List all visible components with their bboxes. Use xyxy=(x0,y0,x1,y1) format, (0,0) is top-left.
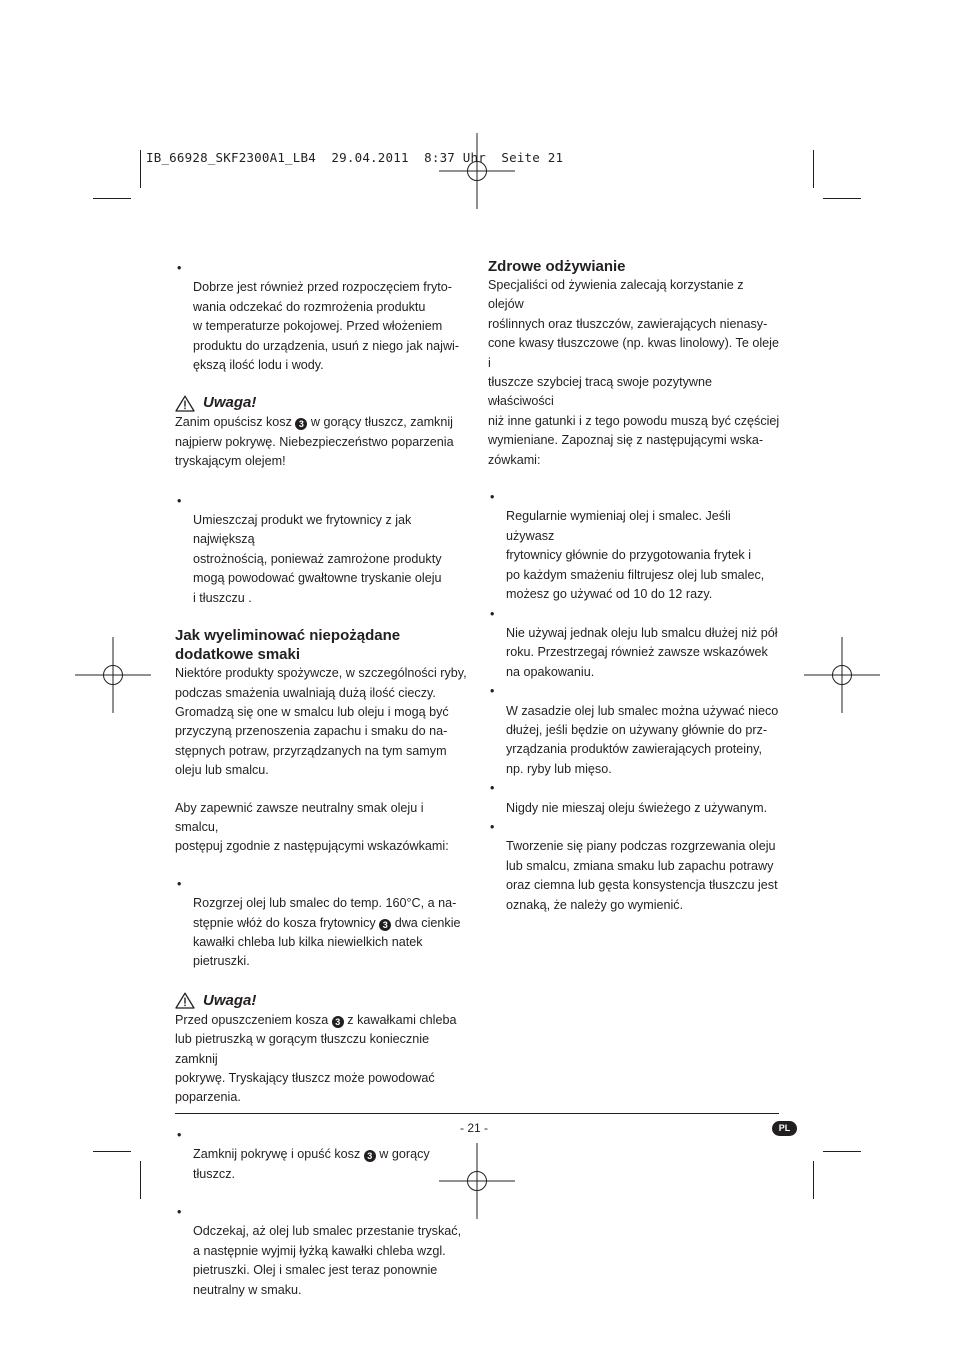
right-column xyxy=(488,257,780,915)
list-item xyxy=(175,492,467,608)
list-item-text: Regularnie wymieniaj olej i smalec. Jeśli używasz frytownicy głównie do przygotowania frytek i po każdym smażeniu filtrujesz olej lub smalec, możesz go używać od 10 do 12 razy. xyxy=(506,509,765,602)
crop-mark xyxy=(813,1161,814,1199)
part-number-badge: 3 xyxy=(332,1016,344,1028)
registration-mark-icon xyxy=(75,637,151,713)
registration-mark-icon xyxy=(439,133,515,209)
warning-text: Przed opuszczeniem kosza 3 z kawałkami chleba lub pietruszką w gorącym tłuszczu koniecznie zamknij pokrywę. Tryskający tłuszcz może powodować poparzenia. xyxy=(175,1012,457,1105)
section-title: Zdrowe odżywianie xyxy=(488,258,626,275)
list-item-text: Tworzenie się piany podczas rozgrzewania oleju lub smalcu, zmiana smaku lub zapachu potrawy oraz ciemna lub gęsta konsystencja tłuszczu jest oznaką, że należy go wymienić. xyxy=(506,839,778,912)
print-slug: IB_66928_SKF2300A1_LB4 29.04.2011 8:37 Uhr Seite 21 xyxy=(146,150,564,165)
list-item xyxy=(175,1203,467,1300)
list-item xyxy=(488,488,780,604)
section-title: Jak wyeliminować niepożądane dodatkowe smaki xyxy=(175,627,401,664)
list-item xyxy=(488,682,780,779)
list-item-text: Dobrze jest również przed rozpoczęciem fryto- wania odczekać do rozmrożenia produktu w temperaturze pokojowej. Przed włożeniem produktu do urządzenia, usuń z niego jak najwi- ększą ilość lodu i wody. xyxy=(193,280,460,373)
paragraph: Niektóre produkty spożywcze, w szczególności ryby, podczas smażenia uwalniają dużą ilość cieczy. Gromadzą się one w smalcu lub oleju i mogą być przyczyną przenoszenia zapachu i smaku do na- stępnych potraw, przyrządzanych na tym samym oleju lub smalcu. xyxy=(175,666,467,778)
warning-triangle-icon xyxy=(175,992,195,1009)
list-item-text: Nigdy nie mieszaj oleju świeżego z używanym. xyxy=(506,800,768,815)
bullet-icon: • xyxy=(490,606,495,621)
paragraph: Specjaliści od żywienia zalecają korzystanie z olejów roślinnych oraz tłuszczów, zawierających nienasy- cone kwasy tłuszczowe (np. kwas linolowy). Te oleje i tłuszcze szybciej tracą swoje pozytywne właściwości niż inne gatunki i z tego powodu muszą być częściej wymieniane. Zapoznaj się z następującymi wska- zówkami: xyxy=(488,278,780,467)
bullet-icon: • xyxy=(177,261,182,275)
crop-mark xyxy=(93,198,131,199)
page-number: - 21 - xyxy=(460,1121,489,1135)
list-item-text: Odczekaj, aż olej lub smalec przestanie tryskać, a następnie wyjmij łyżką kawałki chleba wzgl. pietruszki. Olej i smalec jest teraz ponownie neutralny w smaku. xyxy=(193,1224,462,1297)
warning-heading xyxy=(175,991,467,1011)
list-item xyxy=(488,779,780,818)
crop-mark xyxy=(823,198,861,199)
crop-mark xyxy=(140,150,141,188)
warning-triangle-icon xyxy=(175,395,195,412)
footer-rule xyxy=(175,1113,779,1114)
bullet-icon: • xyxy=(177,1127,182,1142)
warning-title: Uwaga! xyxy=(203,394,257,412)
list-item: • Rozgrzej olej lub smalec do temp. 160°C, a na- stępnie włóż do kosza frytownicy 3 dwa cienkie kawałki chleba lub kilka niewielkich natek pietruszki. xyxy=(177,876,461,969)
crop-mark xyxy=(140,1161,141,1199)
bullet-icon: • xyxy=(177,1205,182,1220)
list-item: • Zamknij pokrywę i opuść kosz 3 w gorący tłuszcz. xyxy=(177,1127,430,1181)
bullet-icon: • xyxy=(177,493,182,508)
bullet-icon: • xyxy=(490,684,495,699)
part-number-badge: 3 xyxy=(364,1150,376,1162)
registration-mark-icon xyxy=(804,637,880,713)
list-item-text: Nie używaj jednak oleju lub smalcu dłużej niż pół roku. Przestrzegaj również zawsze wskazówek na opakowaniu. xyxy=(506,625,778,679)
warning-text: Zanim opuścisz kosz 3 w gorący tłuszcz, zamknij najpierw pokrywę. Niebezpieczeństwo poparzenia tryskającym olejem! xyxy=(175,415,454,469)
left-column xyxy=(175,259,467,1300)
part-number-badge: 3 xyxy=(295,418,307,430)
warning-heading xyxy=(175,393,467,413)
list-item-text: Umieszczaj produkt we frytownicy z jak największą ostrożnością, ponieważ zamrożone produkty mogą powodować gwałtowne tryskanie oleju i tłuszczu . xyxy=(193,513,442,605)
crop-mark xyxy=(823,1151,861,1152)
bullet-icon: • xyxy=(490,819,495,834)
language-badge: PL xyxy=(772,1121,797,1136)
crop-mark xyxy=(813,150,814,188)
warning-title: Uwaga! xyxy=(203,991,257,1009)
list-item xyxy=(488,605,780,683)
part-number-badge: 3 xyxy=(379,919,391,931)
list-item xyxy=(175,259,467,375)
bullet-icon: • xyxy=(177,876,182,891)
list-item xyxy=(488,818,780,915)
paragraph: Aby zapewnić zawsze neutralny smak oleju i smalcu, postępuj zgodnie z następującymi wskazówkami: xyxy=(175,800,449,854)
crop-mark xyxy=(93,1151,131,1152)
bullet-icon: • xyxy=(490,781,495,796)
bullet-icon: • xyxy=(490,490,495,505)
list-item-text: W zasadzie olej lub smalec można używać nieco dłużej, jeśli będzie on używany głównie do prz- yrządzania produktów zawierających proteiny, np. ryby lub mięso. xyxy=(506,703,779,776)
